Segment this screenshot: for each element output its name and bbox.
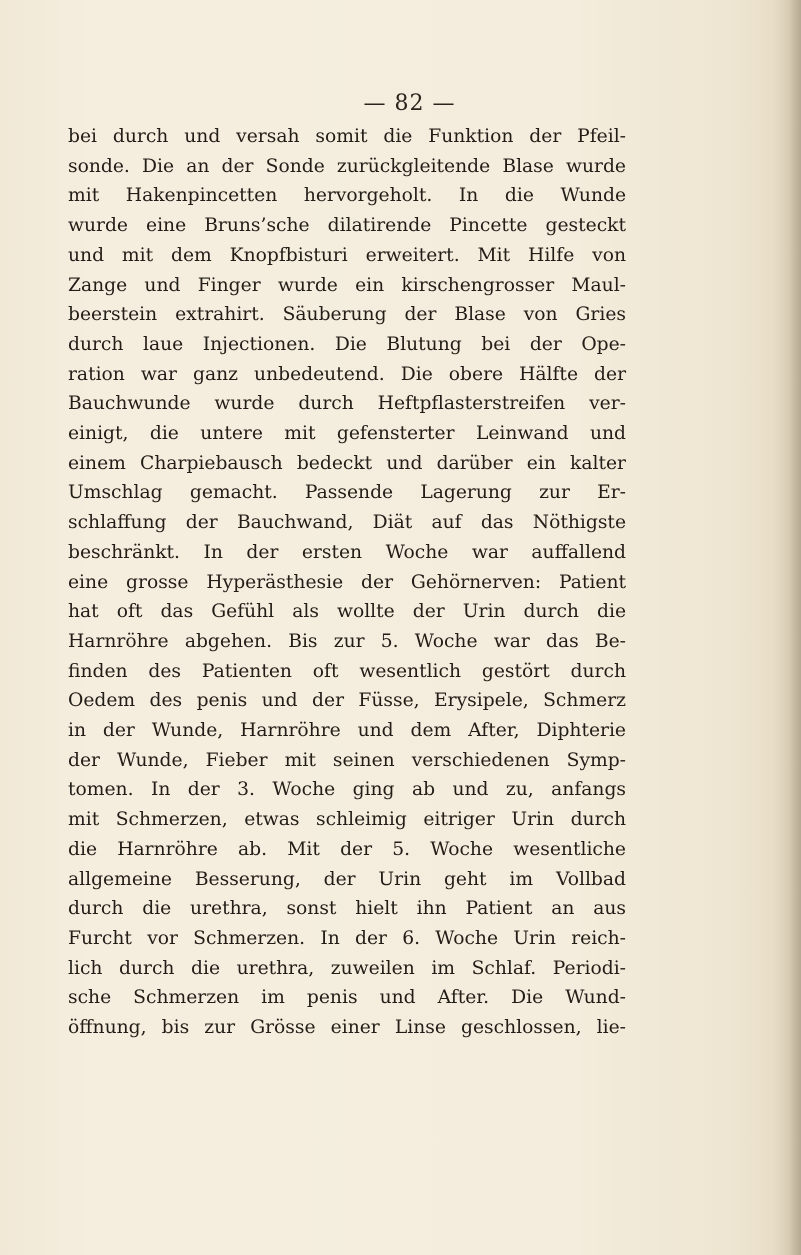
text-line: Zange und Finger wurde ein kirschengrosser Maul- [68,274,626,296]
body-text [68,122,626,1043]
text-line: finden des Patienten oft wesentlich gestört durch [68,660,626,682]
text-line: öffnung, bis zur Grösse einer Linse geschlossen, lie- [68,1017,626,1039]
text-line: hat oft das Gefühl als wollte der Urin durch die [68,601,626,623]
text-line: Furcht vor Schmerzen. In der 6. Woche Urin reich- [68,927,626,949]
text-line: beerstein extrahirt. Säuberung der Blase von Gries [68,304,626,326]
text-line: schlaffung der Bauchwand, Diät auf das Nöthigste [68,512,626,534]
page-number: — 82 — [363,91,456,116]
text-line: Bauchwunde wurde durch Heftpflasterstreifen ver- [68,393,626,415]
text-line: ration war ganz unbedeutend. Die obere Hälfte der [68,363,626,385]
page-edge-shadow [773,0,801,1255]
text-line: einigt, die untere mit gefensterter Leinwand und [68,423,626,445]
text-line: in der Wunde, Harnröhre und dem After, Diphterie [68,720,626,742]
text-line: mit Hakenpincetten hervorgeholt. In die Wunde [68,185,626,207]
text-line: Oedem des penis und der Füsse, Erysipele, Schmerz [68,690,626,712]
text-line: Umschlag gemacht. Passende Lagerung zur Er- [68,482,626,504]
text-line: und mit dem Knopfbisturi erweitert. Mit Hilfe von [68,244,626,266]
text-line: der Wunde, Fieber mit seinen verschiedenen Symp- [68,749,626,771]
text-line: durch laue Injectionen. Die Blutung bei der Ope- [68,333,626,355]
text-line: einem Charpiebausch bedeckt und darüber ein kalter [68,452,626,474]
text-line: durch die urethra, sonst hielt ihn Patient an aus [68,898,626,920]
text-line: sonde. Die an der Sonde zurückgleitende Blase wurde [68,155,626,177]
text-line: eine grosse Hyperästhesie der Gehörnerven: Patient [68,571,626,593]
text-line: Harnröhre abgehen. Bis zur 5. Woche war das Be- [68,630,626,652]
text-line: wurde eine Bruns’sche dilatirende Pincette gesteckt [68,215,626,237]
text-line: tomen. In der 3. Woche ging ab und zu, anfangs [68,779,626,801]
text-line: sche Schmerzen im penis und After. Die Wund- [68,987,626,1009]
text-line: allgemeine Besserung, der Urin geht im Vollbad [68,868,626,890]
text-line: lich durch die urethra, zuweilen im Schlaf. Periodi- [68,957,626,979]
text-line: mit Schmerzen, etwas schleimig eitriger Urin durch [68,809,626,831]
text-line: bei durch und versah somit die Funktion der Pfeil- [68,126,626,147]
text-line: die Harnröhre ab. Mit der 5. Woche wesentliche [68,838,626,860]
text-line: beschränkt. In der ersten Woche war auffallend [68,541,626,563]
